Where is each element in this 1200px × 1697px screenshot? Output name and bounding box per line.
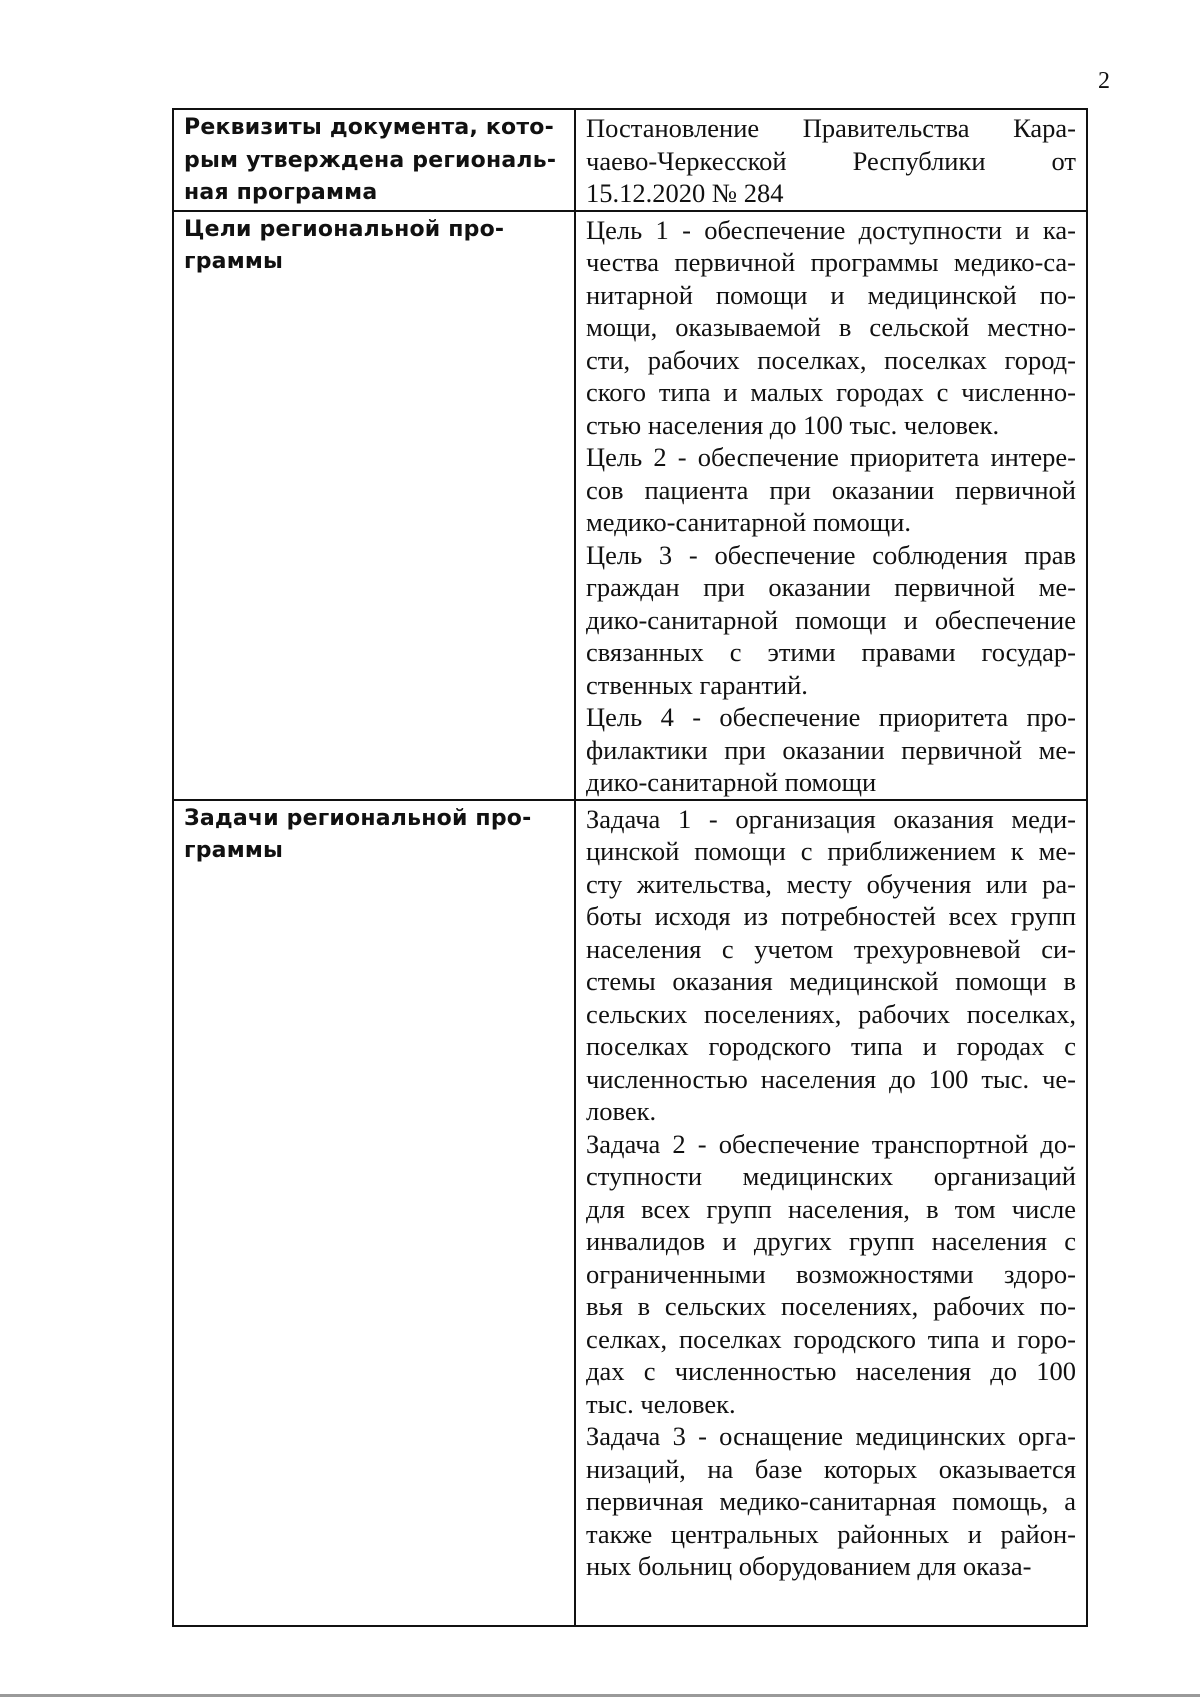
table-row xyxy=(173,109,1087,211)
row-value-line: филактики при оказании первичной ме- xyxy=(586,734,1076,765)
row-value-line: сту жительства, месту обучения или ра- xyxy=(586,868,1076,899)
row-value-line: нитарной помощи и медицинской по- xyxy=(586,279,1076,310)
row-value-line: мощи, оказываемой в сельской местно- xyxy=(586,312,1076,342)
row-value-cell xyxy=(575,800,1087,1626)
row-value-line: 15.12.2020 № 284 xyxy=(586,178,784,208)
row-value-line: ступности медицинских организаций xyxy=(586,1161,1076,1191)
row-value-line: населения с учетом трехуровневой си- xyxy=(586,933,1076,964)
row-value-line: вья в сельских поселениях, рабочих по- xyxy=(586,1291,1076,1321)
row-value-line: чества первичной программы медико-са- xyxy=(586,247,1076,277)
row-label-cell xyxy=(173,109,575,211)
row-label-line: граммы xyxy=(184,838,284,863)
row-value-line: боты исходя из потребностей всех групп xyxy=(586,901,1076,931)
row-value-line: сельских поселениях, рабочих поселках, xyxy=(586,998,1076,1029)
row-value-line: стемы оказания медицинской помощи в xyxy=(586,966,1076,996)
row-label-line: ная программа xyxy=(184,180,378,205)
row-value-line: селках, поселках городского типа и горо- xyxy=(586,1323,1076,1354)
row-label-line: рым утверждена региональ- xyxy=(184,147,557,173)
row-value-line: низаций, на базе которых оказывается xyxy=(586,1453,1076,1484)
row-value-line: инвалидов и других групп населения с xyxy=(586,1226,1076,1256)
row-value-line: сти, рабочих поселках, поселках город- xyxy=(586,344,1076,375)
program-passport-table xyxy=(172,108,1088,1627)
row-value-line: ных больниц оборудованием для оказа- xyxy=(586,1551,1032,1581)
row-label-cell xyxy=(173,211,575,800)
row-value-line: Задача 2 - обеспечение транспортной до- xyxy=(586,1128,1076,1159)
row-value-line: для всех групп населения, в том числе xyxy=(586,1193,1076,1224)
row-value-line: дико-санитарной помощи xyxy=(586,767,877,797)
row-value-line: поселках городского типа и городах с xyxy=(586,1031,1076,1061)
row-value-line: медико-санитарной помощи. xyxy=(586,507,911,537)
row-label-line: Задачи региональной про- xyxy=(184,805,532,831)
row-value-line: Цель 3 - обеспечение соблюдения прав xyxy=(586,539,1076,570)
row-value-line: ограниченными возможностями здоро- xyxy=(586,1258,1076,1289)
row-value-line: цинской помощи с приближением к ме- xyxy=(586,836,1076,866)
row-label-line: Реквизиты документа, кото- xyxy=(184,115,554,140)
row-value-cell xyxy=(575,109,1087,211)
row-label-line: Цели региональной про- xyxy=(184,216,505,242)
table-row xyxy=(173,211,1087,800)
row-value-line: ского типа и малых городах с численно- xyxy=(586,377,1076,407)
row-value-line: стью населения до 100 тыс. человек. xyxy=(586,409,1000,440)
page-number: 2 xyxy=(1098,68,1110,94)
row-value-line: ловек. xyxy=(586,1096,657,1126)
row-value-line: дах с численностью населения до 100 xyxy=(586,1356,1076,1386)
row-value-line: чаево-Черкесской Республики от xyxy=(586,145,1076,176)
row-value-line: Цель 4 - обеспечение приоритета про- xyxy=(586,702,1076,732)
row-value-line: Цель 1 - обеспечение доступности и ка- xyxy=(586,214,1076,245)
row-value-cell xyxy=(575,211,1087,800)
row-value-line: Цель 2 - обеспечение приоритета интере- xyxy=(586,442,1076,472)
row-value-line: связанных с этими правами государ- xyxy=(586,637,1076,667)
row-value-line: Задача 3 - оснащение медицинских орга- xyxy=(586,1421,1076,1451)
row-value-line: дико-санитарной помощи и обеспечение xyxy=(586,604,1076,635)
row-value-line: граждан при оказании первичной ме- xyxy=(586,572,1076,602)
row-value-line: Задача 1 - организация оказания меди- xyxy=(586,803,1076,834)
table-row xyxy=(173,800,1087,1626)
row-value-line: первичная медико-санитарная помощь, а xyxy=(586,1486,1076,1516)
row-value-line: также центральных районных и район- xyxy=(586,1518,1076,1549)
row-value-line: сов пациента при оказании первичной xyxy=(586,474,1076,505)
row-value-line: численностью населения до 100 тыс. че- xyxy=(586,1063,1076,1094)
row-value-line: Постановление Правительства Кара- xyxy=(586,113,1076,143)
row-label-line: граммы xyxy=(184,249,284,274)
row-value-line: тыс. человек. xyxy=(586,1388,736,1419)
row-label-cell xyxy=(173,800,575,1626)
row-value-line: ственных гарантий. xyxy=(586,669,808,700)
